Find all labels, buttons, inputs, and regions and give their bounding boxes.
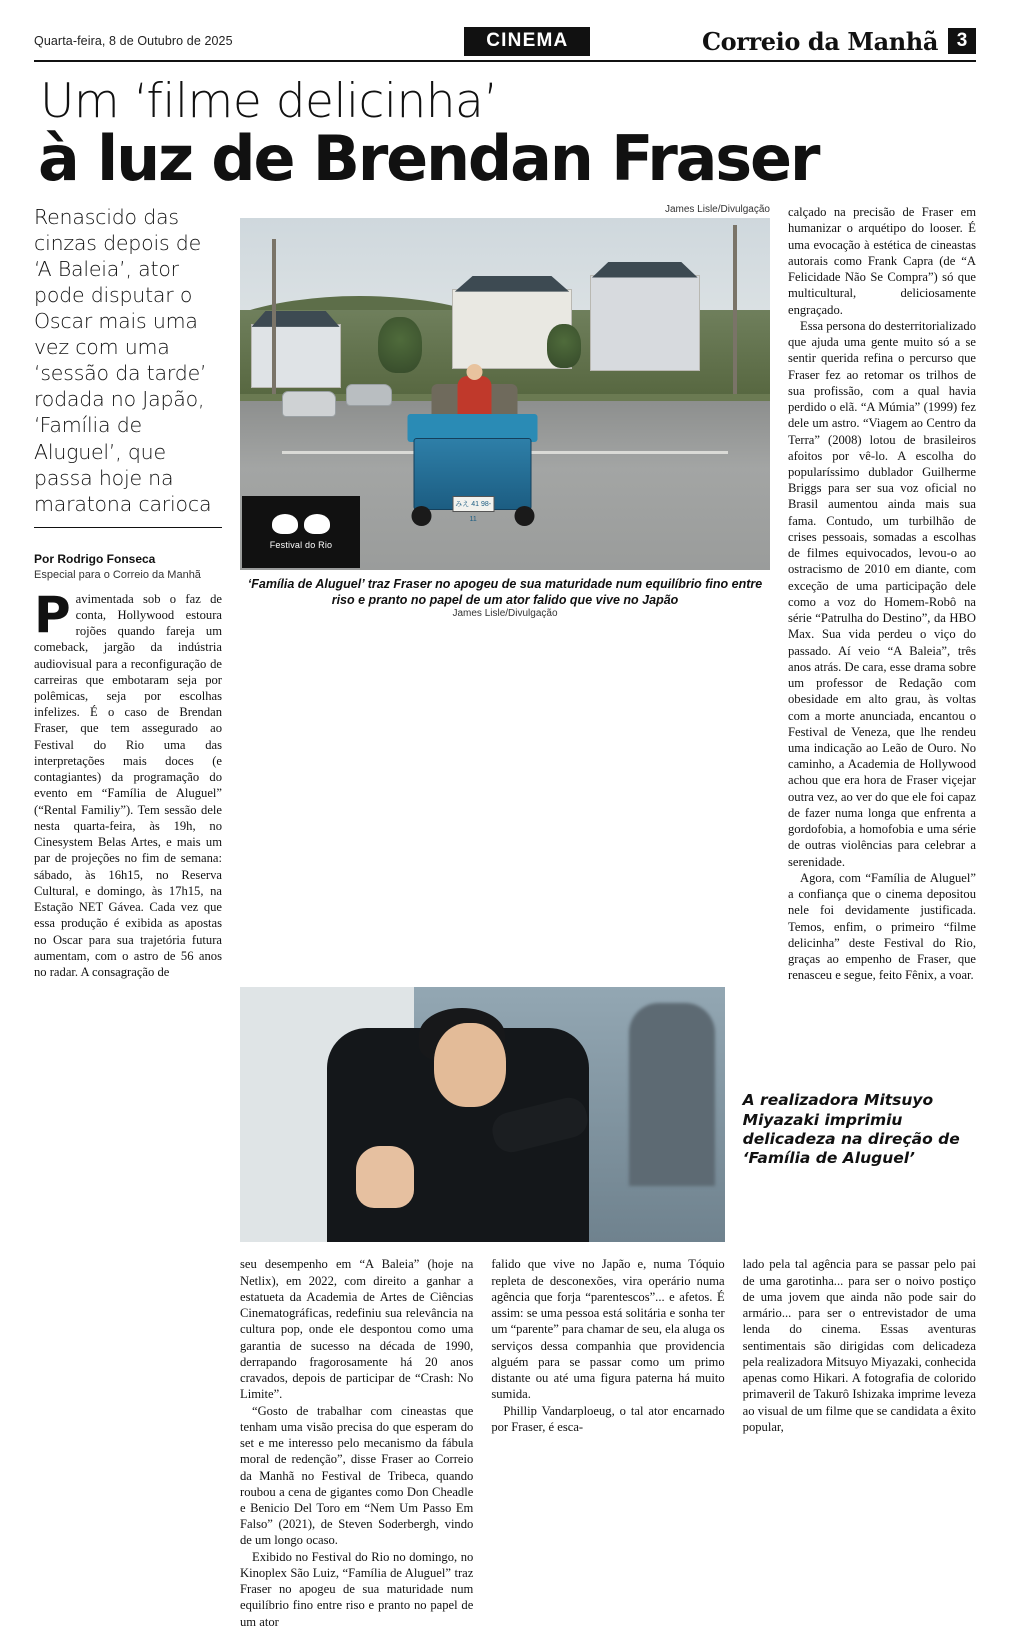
photo-tree xyxy=(547,324,581,368)
paragraph: Pavimentada sob o faz de conta, Hollywood estoura rojões quando fareja um comeback, jargão da indústria audiovisual para a reconfiguração de carreiras que embotaram seja por polêmicas, seja por escolhas infelizes. É o caso de Brendan Fraser, que tem assegurado ao Festival do Rio uma das interpretações mais doces (e contagiantes) da programação do evento em “Família de Aluguel” (“Rental Familiy”). Tem sessão dele nesta quarta-feira, às 19h, no Cinesystem Belas Artes, e mais um par de projeções no fim de semana: sábado, às 16h15, no Reserva Cultural, e domingo, às 17h15, na Estação NET Gávea. Cada vez que essa produção é exibida as apostas no Oscar para sua trajetória futura aumentam, com o astro de 56 anos no radar. A consagração de xyxy=(34,585,222,979)
headline xyxy=(34,74,976,195)
photo-house xyxy=(590,275,700,371)
photo-car xyxy=(346,384,392,406)
photo-house xyxy=(251,324,341,388)
bottom-left-spacer xyxy=(34,1248,222,1629)
main-photo xyxy=(240,218,770,570)
byline xyxy=(34,552,222,581)
mid-left-spacer xyxy=(34,987,222,1242)
paragraph: “Gosto de trabalhar com cineastas que tenham uma visão precisa do que esperam do set e me interesso pelo mecanismo da fábula moral de redenção”, disse Fraser ao Correio da Manhã no Festival de Tribeca, quando roubou a cena de gigantes como Don Cheadle e Benicio Del Toro em “Nem Um Passo Em Falso” (2021), de Steven Soderbergh, vindo de um longo ocaso. xyxy=(240,1403,474,1548)
section-tag: CINEMA xyxy=(464,27,590,56)
standfirst: Renascido das cinzas depois de ‘A Baleia’, ator pode disputar o Oscar mais uma vez com uma ‘sessão da tarde’ rodada no Japão, ‘Família de Aluguel’, que passa hoje na maratona carioca xyxy=(34,205,212,516)
bottom-columns xyxy=(240,1248,976,1629)
photo-truck xyxy=(406,380,541,530)
festival-do-rio-logo xyxy=(242,496,360,568)
masthead xyxy=(34,28,976,62)
photo-credit-main: James Lisle/Divulgação xyxy=(664,204,770,216)
photo-utility-pole xyxy=(733,225,737,408)
masthead-right xyxy=(702,27,976,56)
photo-license-plate: みえ 41 98-11 xyxy=(452,496,494,512)
paragraph: Essa persona do desterritorializado que ajuda uma gente muito só a se sentir querida refina o percurso que Fraser fez ao retomar os trilhos de sua profissão, com a qual havia perdido o elã. “A Múmia” (1999) fez dele um astro. “Viagem ao Centro da Terra” (2008) lotou de brasileiros afoitos por vê-lo. A escolha do popularíssimo dublador Guilherme Briggs para ser sua voz oficial no Brasil aumentou ainda mais sua fama. Contudo, um turbilhão de crises pessoais, somadas a escolhas de filmes equivocados, levou-o ao ostracismo de 2010 em diante, com exceção de uma participação dele como a voz do Homem-Robô na série “Patrulha do Destino”, da HBO Max. Sua vida perdeu o viço do passado. Aí veio “A Baleia”, três anos atrás. De cara, esse drama sobre um professor de Redação com obesidade em alto grau, às voltas com a morte anunciada, encantou o Festival de Veneza, que lhe rendeu uma indicação ao Leão de Ouro. No caminho, a Academia de Hollywood achou que era hora de Fraser viçejar outra vez, ao ver do que ele foi capaz de fazer numa longa que enfrenta a gordofobia, a homofobia e uma série de outras violências para celebrar a serenidade. xyxy=(788,318,976,869)
body-column-right xyxy=(788,204,976,983)
photo-truck-wheel xyxy=(515,506,535,526)
center-column xyxy=(240,204,770,983)
publication-date: Quarta-feira, 8 de Outubro de 2025 xyxy=(34,34,233,48)
paragraph: Phillip Vandarploeug, o tal ator encarnado por Fraser, é esca- xyxy=(491,1403,725,1434)
paragraph: seu desempenho em “A Baleia” (hoje na Netlix), em 2022, com direito a ganhar a estatueta da Academia de Artes de Ciências Cinematográficas, redefiniu sua relevância na cultura pop, onde ele despontou como uma garantia de sucesso na década de 1990, derrapando fragorosamente há 20 anos cravados, depois de participar de “Crash: No Limite”. xyxy=(240,1257,474,1402)
body-column-1 xyxy=(34,585,222,981)
right-column xyxy=(788,204,976,983)
mid-grid xyxy=(34,987,976,1242)
second-photo xyxy=(240,987,725,1242)
left-column xyxy=(34,204,222,983)
photo-car xyxy=(282,391,336,417)
paragraph: Exibido no Festival do Rio no domingo, no Kinoplex São Luiz, “Família de Aluguel” traz Fraser no apogeu de sua maturidade num equilíbrio fino entre riso e pranto no papel de um ator xyxy=(240,1549,474,1629)
photo-director-face xyxy=(434,1023,506,1107)
paragraph: falido que vive no Japão e, numa Tóquio repleta de desconexões, vira operário numa agência que forja “parentescos”... e afetos. É assim: se uma pessoa está solitária e sonha ter um “parente” para chamar de seu, ela aluga os serviços dessa companhia que providencia alguém para se passar como um primo distante ou até uma figura paterna há muito sumida. xyxy=(491,1257,725,1402)
paragraph: lado pela tal agência para se passar pelo pai de uma garotinha... para ser o noivo postiço de uma jovem que ainda não pode sair do armário... para ser o entrevistador de uma lenda do cinema. Essas aventuras sentimentais são dirigidas com delicadeza pela realizadora Mitsuyo Miyazaki, conhecida apenas como Hikari. A fotografia de colorido primaveril de Takurô Ishizaka imprime leveza ao visual de um filme que se candidata a êxito popular, xyxy=(742,1257,976,1434)
body-column-4 xyxy=(743,1256,976,1629)
photo-director-hand xyxy=(356,1146,414,1208)
byline-outlet: Especial para o Correio da Manhã xyxy=(34,568,201,581)
photo-credit-second: James Lisle/Divulgação xyxy=(452,608,558,620)
page-number: 3 xyxy=(948,28,976,54)
bottom-three-columns xyxy=(240,1256,976,1629)
paragraph: Agora, com “Família de Aluguel” a confiança que o cinema depositou nele foi devidamente justificada. Temos, enfim, o primeiro “filme delicinha” deste Festival do Rio, graças ao empenho de Fraser, que renasceu e segue, feito Fênix, a voar. xyxy=(788,870,976,983)
photo-crew-member xyxy=(629,1003,715,1187)
byline-author: Por Rodrigo Fonseca xyxy=(34,551,156,566)
photo-truck-wheel xyxy=(412,506,432,526)
glasses-icon xyxy=(272,514,330,534)
pull-quote: A realizadora Mitsuyo Miyazaki imprimiu delicadeza na direção de ‘Família de Aluguel’ xyxy=(742,1091,960,1168)
byline-divider xyxy=(34,527,222,528)
paragraph: calçado na precisão de Fraser em humanizar o arquétipo do looser. É uma evocação à estética de cineastas autorais como Frank Capra (de “A Felicidade Não Se Compra”) só que multicultural, deliciosamente engraçado. xyxy=(788,205,976,317)
headline-line-1: Um ‘filme delicinha’ xyxy=(40,74,498,129)
paper-name: Correio da Manhã xyxy=(701,26,938,56)
mid-area xyxy=(240,987,976,1242)
photo-tree xyxy=(378,317,422,373)
photo-actor-figure xyxy=(458,376,492,418)
bottom-grid xyxy=(34,1248,976,1629)
top-grid xyxy=(34,204,976,983)
body-column-2 xyxy=(240,1256,473,1629)
festival-badge-label: Festival do Rio xyxy=(269,540,333,551)
main-photo-caption: ‘Família de Aluguel’ traz Fraser no apogeu de sua maturidade num equilíbrio fino entre riso e pranto no papel de um ator falido que vive no Japão xyxy=(247,577,763,607)
body-column-3 xyxy=(491,1256,724,1629)
headline-line-2: à luz de Brendan Fraser xyxy=(38,122,819,195)
